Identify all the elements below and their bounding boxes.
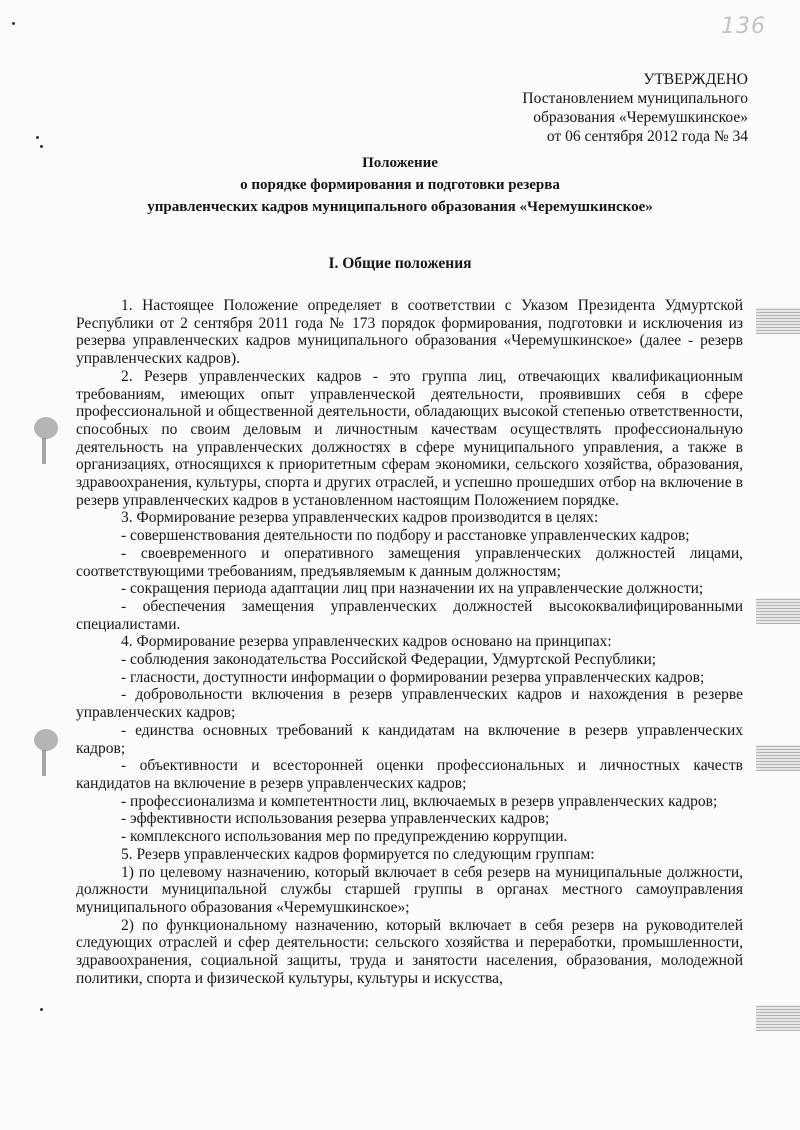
list-item: - добровольности включения в резерв управленческих кадров и нахождения в резерве управленческих кадров; [76,686,743,722]
scan-edge-smear [756,745,800,771]
list-item: - гласности, доступности информации о формировании резерва управленческих кадров; [121,668,705,686]
paragraph: 5. Резерв управленческих кадров формируется по следующим группам: [121,845,595,863]
list-item: - эффективности использования резерва управленческих кадров; [121,810,550,828]
approval-line: образования «Черемушкинское» [533,109,748,126]
list-item: - своевременного и оперативного замещения управленческих должностей лицами, соответствующими требованиям, предъявляемым к данным должностям; [76,544,743,580]
document-title [60,152,740,218]
approval-block [522,70,748,146]
list-item: - комплексного использования мер по предупреждению коррупции. [121,828,568,846]
scan-speck [36,136,39,139]
title-line: о порядке формирования и подготовки резерва [240,177,560,193]
scan-speck [40,1008,43,1011]
list-item: - соблюдения законодательства Российской Федерации, Удмуртской Республики; [121,651,657,669]
scan-edge-smear [756,308,800,334]
list-item: - сокращения периода адаптации лиц при назначении их на управленческие должности; [121,580,704,598]
paragraph: 4. Формирование резерва управленческих кадров основано на принципах: [121,633,612,651]
list-item: - профессионализма и компетентности лиц, включаемых в резерв управленческих кадров; [121,792,718,810]
document-body [76,297,743,987]
list-item: - совершенствования деятельности по подбору и расстановке управленческих кадров; [121,527,690,545]
list-item: 1) по целевому назначению, который включает в себя резерв на муниципальные должности, должности муниципальной службы старшей группы в органах местного самоуправления муниципального образования «Черемушкинское»; [76,863,743,916]
binder-hole-shadow [30,722,60,782]
list-item: - объективности и всесторонней оценки профессиональных и личностных качеств кандидатов на включение в резерв управленческих кадров; [76,757,743,792]
paragraph: 3. Формирование резерва управленческих кадров производится в целях: [121,509,599,527]
list-item: - единства основных требований к кандидатам на включение в резерв управленческих кадров; [76,721,743,757]
binder-hole-shadow [30,410,60,470]
approval-line: от 06 сентября 2012 года № 34 [546,128,748,145]
section-heading: I. Общие положения [328,255,472,272]
approval-line: Постановлением муниципального [522,90,748,107]
scan-speck [40,145,43,148]
scan-edge-smear [756,1005,800,1031]
scan-edge-smear [756,598,800,624]
list-item: - обеспечения замещения управленческих должностей высококвалифицированными специалистами. [76,597,743,633]
scan-speck [12,22,15,25]
handwritten-page-number: 136 [721,14,766,39]
title-line: Положение [362,155,438,171]
approval-line: УТВЕРЖДЕНО [643,71,748,88]
title-line: управленческих кадров муниципального образования «Черемушкинское» [147,199,653,215]
paragraph: 2. Резерв управленческих кадров - это группа лиц, отвечающих квалификационным требованиям, имеющих опыт управленческой деятельности, проявивших себя в сфере профессиональной и общественной деятельности, обладающих высокой степенью ответственности, способных по своим деловым и личностным качествам осуществлять профессиональную деятельность на управленческих должностях в сфере муниципального управления, а также в организациях, относящихся к приоритетным сферам экономики, сельского хозяйства, образования, здравоохранения, культуры, спорта и других отраслей, и успешно прошедших отбор на включение в резерв управленческих кадров в установленном настоящим Положением порядке. [76,367,743,509]
list-item: 2) по функциональному назначению, который включает в себя резерв на руководителей следующих отраслей и сфер деятельности: сельского хозяйства и переработки, промышленности, здравоохранения, социальной защиты, труда и занятости населения, образования, молодежной политики, спорта и физической культуры, культуры и искусства, [76,916,743,987]
paragraph: 1. Настоящее Положение определяет в соответствии с Указом Президента Удмуртской Республики от 2 сентября 2011 года № 173 порядок формирования, подготовки и исключения из резерва управленческих кадров муниципального образования «Черемушкинское» (далее - резерв управленческих кадров). [76,297,743,368]
